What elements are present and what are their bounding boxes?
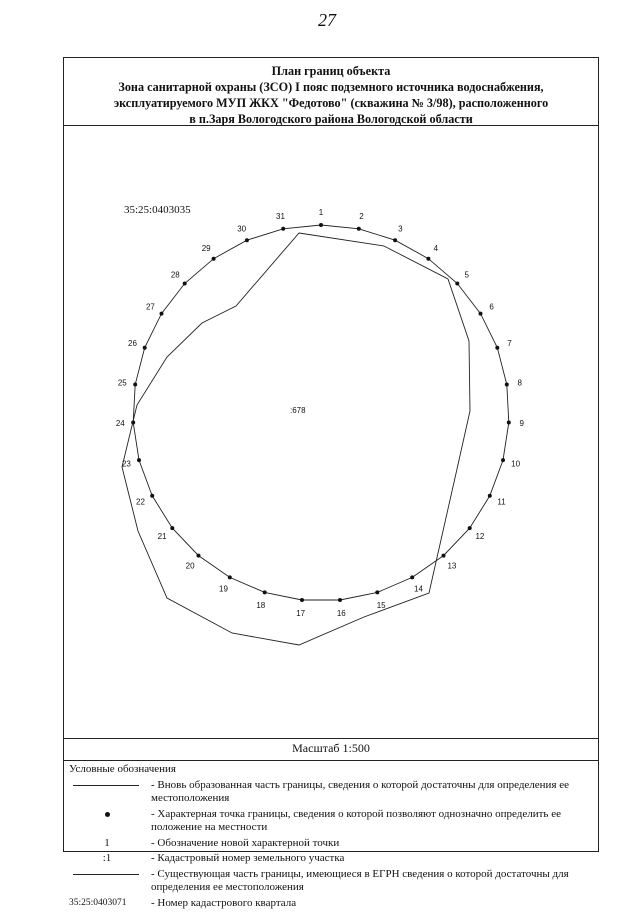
legend-item-quarter: 35:25:0403071 - Номер кадастрового квартала [69, 896, 297, 909]
legend-title: Условные обозначения [69, 763, 176, 775]
boundary-map [64, 126, 598, 738]
cadastral-quarter-label: 35:25:0403035 [124, 204, 191, 216]
legend-item-point-number: 1 - Обозначение новой характерной точки [104, 836, 340, 849]
point-number-label: 22 [136, 497, 145, 507]
point-number-label: 26 [128, 339, 137, 349]
boundary-point [468, 526, 472, 530]
boundary-point [281, 227, 285, 231]
boundary-points [116, 208, 525, 618]
point-number-label: 16 [336, 609, 346, 618]
page-number: 27 [318, 10, 336, 30]
point-number-label: 24 [115, 419, 125, 429]
boundary-point [488, 494, 492, 498]
boundary-point [495, 346, 499, 350]
boundary-point [143, 346, 147, 350]
point-number-label: 29 [201, 244, 211, 253]
boundary-point [426, 257, 430, 261]
boundary-point [263, 590, 267, 594]
boundary-point [375, 590, 379, 594]
boundary-point [212, 257, 216, 261]
plan-frame [63, 57, 599, 909]
boundary-point [410, 575, 414, 579]
point-number-label: 6 [489, 302, 494, 312]
point-number-label: 14 [414, 584, 423, 594]
point-number-label: 7 [507, 339, 512, 349]
point-number-label: 11 [497, 497, 506, 507]
boundary-point [479, 312, 483, 316]
new-boundary-line [133, 225, 509, 600]
legend-item-point: - Характерная точка границы, сведения о которой позволяют однозначно определить ее положение на местности [69, 808, 594, 835]
point-number-label: 31 [276, 212, 285, 222]
map-area [64, 126, 598, 739]
legend-item-existing-boundary: - Существующая часть границы, имеющиеся в ЕГРН сведения о которой достаточны для определения ее местоположения [69, 868, 594, 895]
boundary-point [245, 238, 249, 242]
point-number-label: 9 [519, 419, 524, 429]
point-number-label: 21 [157, 532, 167, 541]
point-number-label: 8 [517, 378, 522, 388]
boundary-point [338, 598, 342, 602]
legend [69, 763, 594, 912]
point-number-label: 1 [318, 208, 324, 217]
boundary-point [319, 223, 323, 227]
legend-item-parcel-number: :1 - Кадастровый номер земельного участка [102, 852, 345, 864]
point-number-label: 23 [121, 459, 131, 469]
line-symbol-icon [73, 785, 139, 786]
boundary-point [507, 421, 511, 425]
point-number-label: 12 [475, 532, 485, 541]
point-number-label: 25 [117, 378, 127, 388]
legend-item-new-boundary: - Вновь образованная часть границы, сведения о которой достаточны для определения ее местоположения [69, 779, 594, 806]
point-number-label: 5 [464, 270, 469, 280]
boundary-point [150, 494, 154, 498]
boundary-point [137, 458, 141, 462]
title-line-4: в п.Заря Вологодского района Вологодской области [189, 112, 473, 126]
point-number-label: 4 [433, 244, 439, 253]
boundary-point [131, 421, 135, 425]
boundary-point [160, 312, 164, 316]
point-number-label: 13 [447, 561, 457, 571]
boundary-point [228, 575, 232, 579]
title-line-2: Зона санитарной охраны (ЗСО) I пояс подземного источника водоснабжения, [118, 80, 544, 94]
boundary-point [197, 554, 201, 558]
boundary-point [183, 282, 187, 286]
point-number-label: 15 [376, 600, 386, 610]
boundary-point [357, 227, 361, 231]
boundary-point [170, 526, 174, 530]
boundary-point [442, 554, 446, 558]
title-line-1: План границ объекта [271, 64, 391, 78]
point-number-label: 30 [237, 224, 247, 234]
boundary-point [133, 383, 137, 387]
parcel-label: :678 [290, 406, 306, 415]
point-number-label: 28 [170, 270, 180, 280]
boundary-point [393, 238, 397, 242]
point-number-label: 17 [296, 609, 306, 618]
line-symbol-icon [73, 874, 139, 875]
point-number-label: 27 [145, 302, 155, 312]
point-number-label: 10 [511, 459, 521, 469]
point-number-label: 2 [359, 212, 364, 222]
point-number-label: 19 [219, 584, 228, 594]
boundary-point [505, 383, 509, 387]
point-number-label: 3 [398, 224, 403, 234]
scale-label: Масштаб 1:500 [64, 741, 598, 761]
existing-boundary-polygon [122, 233, 470, 645]
boundary-point [501, 458, 505, 462]
dot-symbol-icon [105, 812, 110, 817]
boundary-point [300, 598, 304, 602]
point-number-label: 18 [256, 600, 266, 610]
point-number-label: 20 [185, 561, 195, 571]
boundary-point [455, 282, 459, 286]
title-line-3: эксплуатируемого МУП ЖКХ "Федотово" (скважина № 3/98), расположенного [113, 96, 549, 110]
title-block [64, 58, 598, 126]
